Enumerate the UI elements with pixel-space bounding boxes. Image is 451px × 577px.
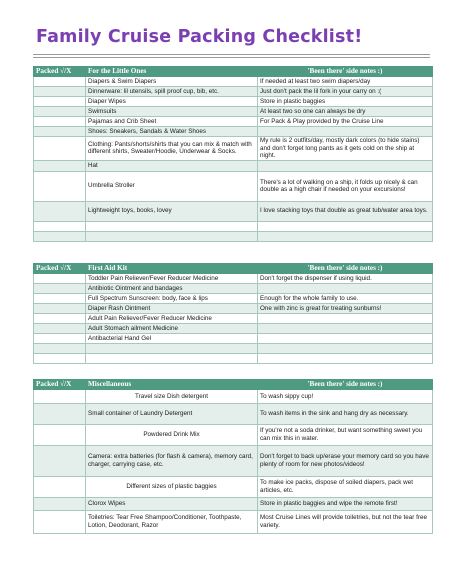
- table-row: [34, 221, 433, 231]
- notes-column-header: 'Been there' side notes :): [258, 264, 433, 274]
- table-row: [34, 304, 433, 314]
- note-cell: [258, 221, 433, 231]
- packed-checkbox-cell[interactable]: [34, 294, 86, 304]
- note-cell: If needed at least two swim diapers/day: [258, 77, 433, 87]
- packed-checkbox-cell[interactable]: [34, 274, 86, 284]
- packed-checkbox-cell[interactable]: [34, 284, 86, 294]
- item-cell: Umbrella Stroller: [86, 171, 258, 201]
- item-cell: Full Spectrum Sunscreen: body, face & lips: [86, 294, 258, 304]
- note-cell: To wash items in the sink and hang dry as necessary.: [258, 404, 433, 425]
- packed-checkbox-cell[interactable]: [34, 107, 86, 117]
- item-cell: Pajamas and Crib Sheet: [86, 117, 258, 127]
- section-first-aid: [33, 263, 433, 364]
- note-cell: [258, 231, 433, 241]
- packed-checkbox-cell[interactable]: [34, 201, 86, 221]
- packed-checkbox-cell[interactable]: [34, 171, 86, 201]
- item-cell: Toiletries: Tear Free Shampoo/Conditioner, Toothpaste, Lotion, Deodorant, Razor: [86, 511, 258, 534]
- section-header-row: [34, 67, 433, 77]
- packed-checkbox-cell[interactable]: [34, 404, 86, 425]
- table-row: [34, 160, 433, 171]
- packed-checkbox-cell[interactable]: [34, 77, 86, 87]
- note-cell: For Pack & Play provided by the Cruise Line: [258, 117, 433, 127]
- note-cell: I love stacking toys that double as great tub/water area toys.: [258, 201, 433, 221]
- item-column-header: Miscellaneous: [86, 380, 258, 390]
- item-cell: Travel size Dish detergent: [86, 390, 258, 404]
- packed-checkbox-cell[interactable]: [34, 390, 86, 404]
- section-miscellaneous: [33, 379, 433, 534]
- packed-checkbox-cell[interactable]: [34, 334, 86, 344]
- table-row: [34, 314, 433, 324]
- table-row: [34, 87, 433, 97]
- table-row: [34, 354, 433, 364]
- packed-checkbox-cell[interactable]: [34, 446, 86, 477]
- packed-column-header: Packed √/X: [34, 264, 86, 274]
- note-cell: Store in plastic baggies and wipe the remote first!: [258, 498, 433, 511]
- table-row: [34, 231, 433, 241]
- page-title: Family Cruise Packing Checklist!: [36, 27, 363, 47]
- table-row: [34, 334, 433, 344]
- table-row: [34, 77, 433, 87]
- item-cell: Diaper Rash Ointment: [86, 304, 258, 314]
- item-cell: Small container of Laundry Detergent: [86, 404, 258, 425]
- packed-checkbox-cell[interactable]: [34, 117, 86, 127]
- note-cell: At least two so one can always be dry: [258, 107, 433, 117]
- item-cell: Diaper Wipes: [86, 97, 258, 107]
- table-row: [34, 344, 433, 354]
- packed-checkbox-cell[interactable]: [34, 477, 86, 498]
- table-row: [34, 274, 433, 284]
- table-row: [34, 97, 433, 107]
- packed-checkbox-cell[interactable]: [34, 425, 86, 446]
- packed-checkbox-cell[interactable]: [34, 127, 86, 137]
- packed-checkbox-cell[interactable]: [34, 314, 86, 324]
- table-row: [34, 511, 433, 534]
- section-header-row: [34, 380, 433, 390]
- note-cell: Just don't pack the lil fork in your carry on :(: [258, 87, 433, 97]
- section-little-ones: [33, 66, 433, 242]
- item-cell: [86, 221, 258, 231]
- note-cell: Enough for the whole family to use.: [258, 294, 433, 304]
- title-divider-top: [33, 54, 430, 55]
- item-cell: Lightweight toys, books, lovey: [86, 201, 258, 221]
- note-cell: One with zinc is great for treating sunburns!: [258, 304, 433, 314]
- note-cell: Store in plastic baggies: [258, 97, 433, 107]
- packed-checkbox-cell[interactable]: [34, 137, 86, 161]
- note-cell: [258, 160, 433, 171]
- item-column-header: For the Little Ones: [86, 67, 258, 77]
- packed-column-header: Packed √/X: [34, 67, 86, 77]
- packed-checkbox-cell[interactable]: [34, 354, 86, 364]
- item-cell: [86, 344, 258, 354]
- table-row: [34, 201, 433, 221]
- item-cell: Swimsuits: [86, 107, 258, 117]
- table-row: [34, 425, 433, 446]
- table-row: [34, 137, 433, 161]
- item-cell: [86, 231, 258, 241]
- item-cell: Toddler Pain Reliever/Fever Reducer Medicine: [86, 274, 258, 284]
- table-row: [34, 390, 433, 404]
- item-column-header: First Aid Kit: [86, 264, 258, 274]
- item-cell: Powdered Drink Mix: [86, 425, 258, 446]
- packed-column-header: Packed √/X: [34, 380, 86, 390]
- note-cell: [258, 314, 433, 324]
- table-row: [34, 324, 433, 334]
- packed-checkbox-cell[interactable]: [34, 498, 86, 511]
- notes-column-header: 'Been there' side notes :): [258, 67, 433, 77]
- packed-checkbox-cell[interactable]: [34, 324, 86, 334]
- item-cell: [86, 354, 258, 364]
- note-cell: Don't forget to back up/erase your memory card so you have plenty of room for new photos/videos!: [258, 446, 433, 477]
- notes-column-header: 'Been there' side notes :): [258, 380, 433, 390]
- item-cell: Diapers & Swim Diapers: [86, 77, 258, 87]
- table-row: [34, 446, 433, 477]
- item-cell: Antibacterial Hand Gel: [86, 334, 258, 344]
- item-cell: Clothing: Pants/shorts/shirts that you can mix & match with different shirts, Sweater/Hoodie, Underwear & Socks.: [86, 137, 258, 161]
- table-row: [34, 477, 433, 498]
- table-row: [34, 171, 433, 201]
- packed-checkbox-cell[interactable]: [34, 221, 86, 231]
- title-divider-bottom: [33, 57, 430, 58]
- item-cell: Clorox Wipes: [86, 498, 258, 511]
- table-row: [34, 127, 433, 137]
- item-cell: Adult Pain Reliever/Fever Reducer Medicine: [86, 314, 258, 324]
- packed-checkbox-cell[interactable]: [34, 160, 86, 171]
- note-cell: Don't forget the dispenser if using liquid.: [258, 274, 433, 284]
- packed-checkbox-cell[interactable]: [34, 304, 86, 314]
- note-cell: [258, 127, 433, 137]
- packed-checkbox-cell[interactable]: [34, 511, 86, 534]
- table-row: [34, 498, 433, 511]
- note-cell: [258, 324, 433, 334]
- note-cell: My rule is 2 outfits/day, mostly dark colors (to hide stains) and don't forget long pants as it gets cold on the ship at night.: [258, 137, 433, 161]
- note-cell: To wash sippy cup!: [258, 390, 433, 404]
- note-cell: Most Cruise Lines will provide toiletries, but not the tear free variety.: [258, 511, 433, 534]
- section-header-row: [34, 264, 433, 274]
- item-cell: Dinnerware: lil utensils, spill proof cup, bib, etc.: [86, 87, 258, 97]
- table-row: [34, 117, 433, 127]
- item-cell: Hat: [86, 160, 258, 171]
- table-row: [34, 404, 433, 425]
- table-row: [34, 294, 433, 304]
- note-cell: [258, 284, 433, 294]
- note-cell: [258, 334, 433, 344]
- packed-checkbox-cell[interactable]: [34, 231, 86, 241]
- item-cell: Different sizes of plastic baggies: [86, 477, 258, 498]
- packed-checkbox-cell[interactable]: [34, 344, 86, 354]
- packed-checkbox-cell[interactable]: [34, 97, 86, 107]
- item-cell: Antibiotic Ointment and bandages: [86, 284, 258, 294]
- note-cell: There's a lot of walking on a ship, it folds up nicely & can double as a high chair if needed on your excursions!: [258, 171, 433, 201]
- note-cell: [258, 354, 433, 364]
- table-row: [34, 284, 433, 294]
- note-cell: [258, 344, 433, 354]
- note-cell: If you're not a soda drinker, but want something sweet you can mix this in water.: [258, 425, 433, 446]
- table-row: [34, 107, 433, 117]
- packed-checkbox-cell[interactable]: [34, 87, 86, 97]
- item-cell: Adult Stomach ailment Medicine: [86, 324, 258, 334]
- item-cell: Shoes: Sneakers, Sandals & Water Shoes: [86, 127, 258, 137]
- note-cell: To make ice packs, dispose of soiled diapers, pack wet articles, etc.: [258, 477, 433, 498]
- item-cell: Camera: extra batteries (for flash & camera), memory card, charger, carrying case, etc.: [86, 446, 258, 477]
